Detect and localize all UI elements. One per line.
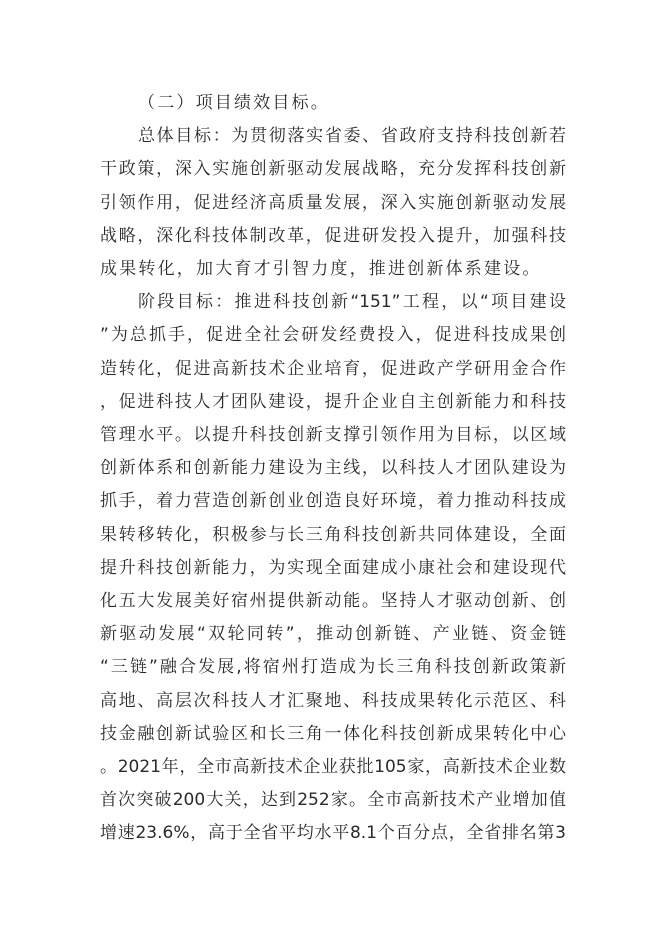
text-line: 引领作用，促进经济高质量发展，深入实施创新驱动发展 (100, 192, 566, 213)
text-line: 新驱动发展“双轮同转”，推动创新链、产业链、资金链 (100, 624, 566, 645)
text-line: 造转化，促进高新技术企业培育，促进政产学研用金合作 (100, 358, 566, 379)
text-line: 总体目标：为贯彻落实省委、省政府支持科技创新若 (138, 126, 566, 147)
text-line: 干政策，深入实施创新驱动发展战略，充分发挥科技创新 (100, 159, 566, 180)
text-line: 。2021年，全市高新技术企业获批105家，高新技术企业数 (100, 757, 566, 777)
text-line: 管理水平。以提升科技创新支撑引领作用为目标，以区域 (100, 425, 566, 445)
text-line: ，促进科技人才团队建设，提升企业自主创新能力和科技 (100, 391, 566, 412)
text-line: “三链”融合发展,将宿州打造成为长三角科技创新政策新 (100, 657, 566, 678)
text-line: 阶段目标：推进科技创新“151”工程，以“项目建设 (138, 292, 566, 313)
text-line: 成果转化，加大育才引智力度，推进创新体系建设。 (100, 259, 542, 279)
text-line: 高地、高层次科技人才汇聚地、科技成果转化示范区、科 (100, 690, 566, 711)
text-line: 果转移转化，积极参与长三角科技创新共同体建设，全面 (100, 524, 566, 545)
text-line: 战略，深化科技体制改革，促进研发投入提升，加强科技 (100, 225, 566, 246)
text-line: 技金融创新试验区和长三角一体化科技创新成果转化中心 (100, 723, 566, 744)
text-line: 首次突破200大关，达到252家。全市高新技术产业增加值 (100, 790, 566, 811)
text-line: 提升科技创新能力，为实现全面建成小康社会和建设现代 (100, 557, 566, 578)
text-line: 创新体系和创新能力建设为主线，以科技人才团队建设为 (100, 458, 566, 479)
section-heading: （二）项目绩效目标。 (138, 93, 330, 113)
text-line: 增速23.6%，高于全省平均水平8.1个百分点，全省排名第3 (100, 823, 566, 844)
text-line: ”为总抓手，促进全社会研发经费投入，促进科技成果创 (100, 325, 566, 346)
text-line: 抓手，着力营造创新创业创造良好环境，着力推动科技成 (100, 491, 566, 512)
text-line: 化五大发展美好宿州提供新动能。坚持人才驱动创新、创 (100, 591, 566, 611)
